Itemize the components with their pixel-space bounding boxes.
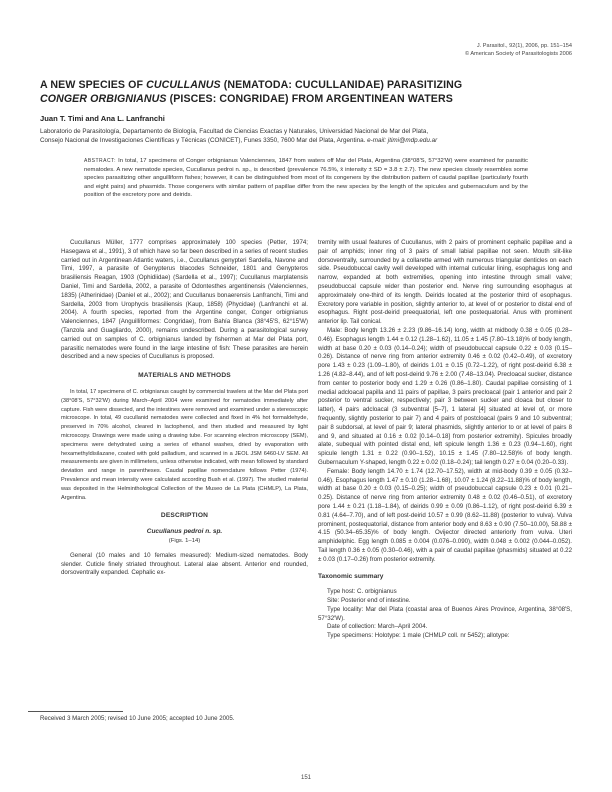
type-locality: Type locality: Mar del Plata (coastal area of Buenos Aires Province, Argentina, 38°08′S, 57°32′W). <box>318 605 572 622</box>
title-genus: CUCULLANUS <box>146 79 221 91</box>
title-part-1: A NEW SPECIES OF <box>40 79 147 91</box>
type-host: Type host: C. orbignianus <box>327 588 397 596</box>
methods-paragraph: In total, 17 specimens of C. orbignianus caught by commercial trawlers at the Mar del Plata port (38°08′S, 57°32′W) during March–April 2004 were examined for nematodes immediately after capture. Fish were dissected, and the intestines were removed and examined under a stereoscopic microscope. In total, 49 cucullanid nematodes were collected and fixed in 4% hot formaldehyde, preserved in 70% alcohol, cleared in lactophenol, and then studied and measured by light microscopy. Drawings were made using a drawing tube. For scanning electron microscopy (SEM), specimens were dehydrated using a series of ethanol washes, dried by evaporation with hexamethyldisilazane, coated with gold palladium, and scanned in a JEOL JSM 6460-LV SEM. All measurements are given in millimeters, unless otherwise indicated, with mean followed by standard deviation and range in parentheses. Caudal papillae nomenclature follows Petter (1974). Prevalence and mean intensity were calculated according Bush et al. (1997). The studied material was deposited in the Helminthological Collection of the Museo de La Plata (CHMLP), La Plata, Argentina. <box>61 388 308 501</box>
methods-heading: MATERIALS AND METHODS <box>138 372 231 380</box>
page-number: 151 <box>300 775 311 781</box>
journal-citation: J. Parasitol., 92(1), 2006, pp. 151–154 <box>476 43 572 49</box>
affiliation-line-1: Laboratorio de Parasitología, Departamento de Biología, Facultad de Ciencias Exactas y Naturales, Universidad Nacional de Mar del Plata, <box>40 128 429 135</box>
affiliation <box>40 127 576 145</box>
female-paragraph: Female: Body length 14.70 ± 1.74 (12.70–17.52), width at mid-body 0.39 ± 0.05 (0.32–0.46). Esophagus length 1.47 ± 0.10 (1.28–1.68), 10.07 ± 1.24 (8.22–11.88)% of body length, width at base 0.20 ± 0.03 (0.15–0.25); width of pseudobuccal capsule 0.23 ± 0.01 (0.21–0.25). Distance of nerve ring from anterior extremity 0.48 ± 0.02 (0.46–0.51), of excretory pore 1.44 ± 0.21 (1.18–1.84), of deirids 0.99 ± 0.09 (0.86–1.12), of right post-deirid 6.39 ± 0.81 (4.64–7.70), and of left post-deirid 10.57 ± 0.99 (8.62–11.88) (posterior to vulva). Vulva prominent, postequatorial, distance from anterior body end 8.63 ± 0.90 (7.50–10.00), 58.88 ± 4.15 (50.34–65.35)% of body length. Ovijector directed anteriorly from vulva. Uteri amphidelphic. Egg length 0.085 ± 0.004 (0.076–0.090), width 0.048 ± 0.002 (0.044–0.052). Tail length 0.36 ± 0.05 (0.30–0.46), with a pair of caudal papillae (phasmids) situated at 0.22 ± 0.03 (0.17–0.26) from posterior extremity. <box>318 467 572 563</box>
taxonomic-summary <box>318 588 572 641</box>
abstract-text: In total, 17 specimens of Conger orbignianus Valenciennes, 1847 from waters off Mar del Plata, Argentina (38°08′S, 57°32′W) were examined for parasitic nematodes. A new nematode species, Cucullanus pedroi n. sp., is described (prevalence 76.5%, x̄ intensity ± SD = 3.8 ± 2.7). The new species closely resembles some species parasitizing other anguilliform fishes; however, it can be distinguished from most of its congeners by the distribution pattern of caudal papillae (particularly fourth and eight pairs) and phasmids. Those congeners with similar pattern of papillae differ from the new species by the length of the spicules and gubernaculum and by the position of the excretory pore and deirids. <box>84 158 528 199</box>
left-column <box>61 239 308 578</box>
paper-title <box>40 78 572 106</box>
title-part-2: (NEMATODA: CUCULLANIDAE) PARASITIZING <box>220 79 463 91</box>
journal-header <box>465 42 572 58</box>
footnote-rule <box>28 711 123 712</box>
title-host: CONGER ORBIGNIANUS <box>40 93 167 105</box>
title-part-4: (PISCES: CONGRIDAE) FROM ARGENTINEAN WATERS <box>166 93 453 105</box>
description-heading: DESCRIPTION <box>160 512 209 520</box>
description-continued: tremity with usual features of Cucullanus, with 2 pairs of prominent cephalic papillae and a pair of amphids; inner ring of 3 pairs of small labial papillae not seen. Mouth slit-like dorsoventrally, surrounded by a collarette armed with numerous triangular denticles on each side. Pseudobuccal cavity well developed with internal cuticular lining, esophagus long and narrow, expanded at both extremities, opening into intestine through small valve; pseudobuccal capsule wider than posterior end. Nerve ring surrounding esophagus at approximately one-third of its length. Deirids located at the posterior third of esophagus. Excretory pore variable in position, slightly anterior to, at level of or posterior to distal end of esophagus. Right post-deirid preequatorial, left one postequatorial. Anus with prominent anterior lip. Tail conical. <box>318 239 572 326</box>
email-link[interactable]: jtimi@mdp.edu.ar <box>387 137 438 144</box>
site: Site: Posterior end of intestine. <box>327 597 411 605</box>
species-heading: Cucullanus pedroi n. sp. <box>146 528 223 536</box>
taxonomic-summary-heading: Taxonomic summary <box>318 573 384 581</box>
abstract-label: ABSTRACT: <box>84 158 117 164</box>
male-paragraph: Male: Body length 13.26 ± 2.23 (9.86–16.14) long, width at midbody 0.38 ± 0.05 (0.28–0.46). Esophagus length 1.44 ± 0.12 (1.28–1.62), 11.05 ± 1.45 (7.80–13.18)% of body length, width at base 0.20 ± 0.03 (0.14–0.24); width of pseudobuccal capsule 0.22 ± 0.03 (0.15–0.26). Distance of nerve ring from anterior extremity 0.46 ± 0.02 (0.42–0.49), of excretory pore 1.43 ± 0.23 (1.09–1.80), of deirids 1.01 ± 0.15 (0.72–1.22), of right post-deirid 6.38 ± 1.26 (4.82–8.44), and of left post-deirid 9.76 ± 2.00 (7.48–13.04). Precloacal sucker, distance from center to posterior body end 1.29 ± 0.26 (0.86–1.80). Caudal papillae consisting of 1 medial adcloacal papilla and 11 pairs of papillae, 3 pairs precloacal (pair 1 anterior and pair 2 posterior to ventral sucker, respectively; pair 3 between sucker and cloaca but closer to latter), 4 pairs adcloacal (3 subventral [5–7], 1 lateral [4] situated at level of, or more frequently, slightly posterior to pair 7) and 4 pairs of postcloacal (pairs 9 and 10 subventral; pair 8 subdorsal, at level of pair 9; lateral phasmids, slightly anterior to or at level of pairs 8 and 9, and situated at 0.16 ± 0.02 [0.14–0.18] from posterior extremity). Spicules broadly alate, subequal with pointed distal end, left spicule length 1.36 ± 0.23 (0.94–1.60), right spicule length 1.31 ± 0.22 (0.90–1.52), 10.15 ± 1.45 (7.80–12.58)% of body length. Gubernaculum Y-shaped, length 0.22 ± 0.02 (0.18–0.24); tail length 0.27 ± 0.04 (0.20–0.33). <box>318 326 572 466</box>
abstract <box>84 157 528 200</box>
general-paragraph: General (10 males and 10 females measured): Medium-sized nematodes. Body slender. Cuticle finely striated throughout. Lateral alae absent. Anterior end rounded, dorsoventrally expanded. Cephalic ex- <box>61 551 308 577</box>
intro-paragraph: Cucullanus Müller, 1777 comprises approximately 100 species (Petter, 1974; Hasegawa et al., 1991), 3 of which have so far been described in a series of recent studies carried out in Argentinean Atlantic waters, i.e., Cucullanus genypteri Sardella, Navone and Timi, 1997, a parasite of Genypterus blacodes Schneider, 1801 and Genypteros brasiliensis Reagan, 1903 (Ophidiidae) (Sardella et al., 1997); Cucullanus marplatensis Daniel, Timi and Sardella, 2002, a parasite of Odontesthes argentinensis (Valenciennes, 1835) (Atherinidae) (Daniel et al., 2002); and Cucullanus bonaerensis Lanfranchi, Timi and Sardella, 2003 from Urophycis brasiliensis (Kaup, 1858) (Phycidae) (Lanfranchi et al. 2004). A fourth species, reported from the Argentine conger, Conger orbignianus Valenciennes, 1847 (Anguilliformes: Congridae), from Bahía Blanca (38°45′S, 62°15′W) (Tanzola and Guagliardo, 2000), remains undescribed. During a parasitological survey carried out on samples of C. orbignianus landed by fishermen at Mar del Plata port, parasitic nematodes were found in the large intestine of fish: These parasites are herein described and a new species of Cucullanus is proposed. <box>61 239 308 361</box>
journal-copyright: © American Society of Parasitologists 2006 <box>464 51 572 57</box>
authors: Juan T. Timi and Ana L. Lanfranchi <box>40 114 165 123</box>
received-footnote: Received 3 March 2005; revised 10 June 2005; accepted 10 June 2005. <box>40 715 235 722</box>
email-label: e-mail: <box>367 137 387 144</box>
figure-reference: (Figs. 1–14) <box>168 537 201 544</box>
right-column <box>318 239 572 641</box>
type-specimens: Type specimens: Holotype: 1 male (CHMLP coll. nr 5452); allotype: <box>327 632 510 640</box>
affiliation-line-2: Consejo Nacional de Investigaciones Científicas y Técnicas (CONICET), Funes 3350, 7600 Mar del Plata, Argentina. e-mail: jtimi@mdp.edu.ar <box>40 137 438 144</box>
collection-date: Date of collection: March–April 2004. <box>327 623 428 631</box>
